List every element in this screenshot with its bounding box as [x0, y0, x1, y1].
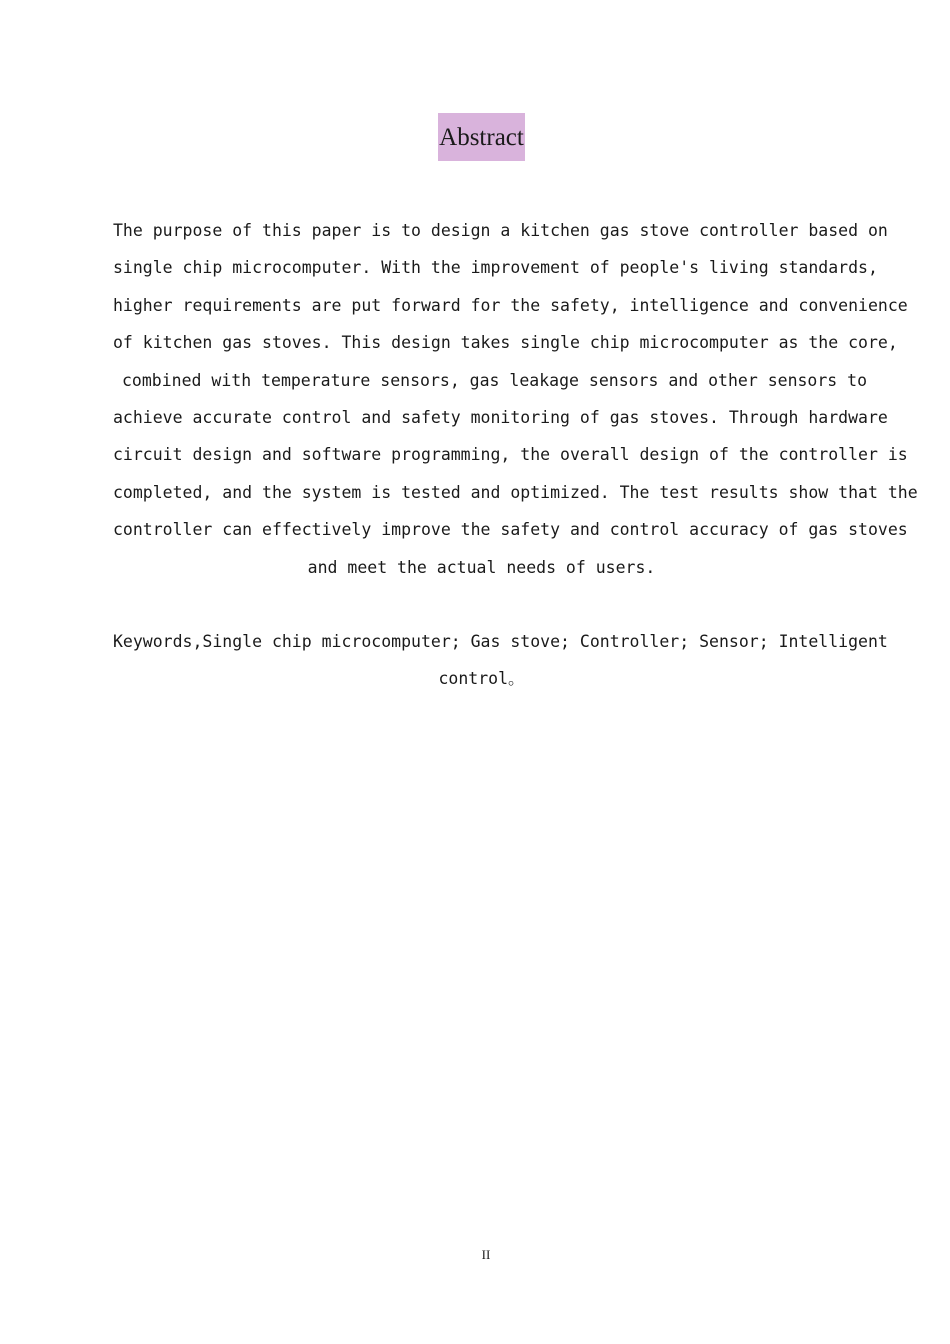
- abstract-title: Abstract: [438, 113, 525, 161]
- keywords-line: Keywords,Single chip microcomputer; Gas stove; Controller; Sensor; Intelligent: [113, 632, 888, 651]
- abstract-line: achieve accurate control and safety monitoring of gas stoves. Through hardware: [113, 408, 888, 428]
- abstract-line: controller can effectively improve the safety and control accuracy of gas stoves: [113, 520, 908, 540]
- abstract-line: higher requirements are put forward for the safety, intelligence and convenience: [113, 295, 908, 315]
- title-container: [0, 113, 950, 161]
- abstract-line: combined with temperature sensors, gas leakage sensors and other sensors to: [122, 370, 868, 390]
- abstract-line: The purpose of this paper is to design a kitchen gas stove controller based on: [113, 221, 888, 240]
- abstract-line: completed, and the system is tested and optimized. The test results show that the: [113, 482, 918, 502]
- abstract-line: of kitchen gas stoves. This design takes single chip microcomputer as the core,: [113, 333, 898, 353]
- keywords-line: control。: [438, 669, 525, 689]
- keywords-section: [113, 623, 888, 698]
- abstract-line: and meet the actual needs of users.: [307, 557, 656, 577]
- abstract-body: [113, 212, 918, 586]
- page-number: II: [481, 1247, 491, 1262]
- abstract-line: circuit design and software programming, the overall design of the controller is: [113, 445, 908, 465]
- abstract-line: single chip microcomputer. With the improvement of people's living standards,: [113, 258, 878, 278]
